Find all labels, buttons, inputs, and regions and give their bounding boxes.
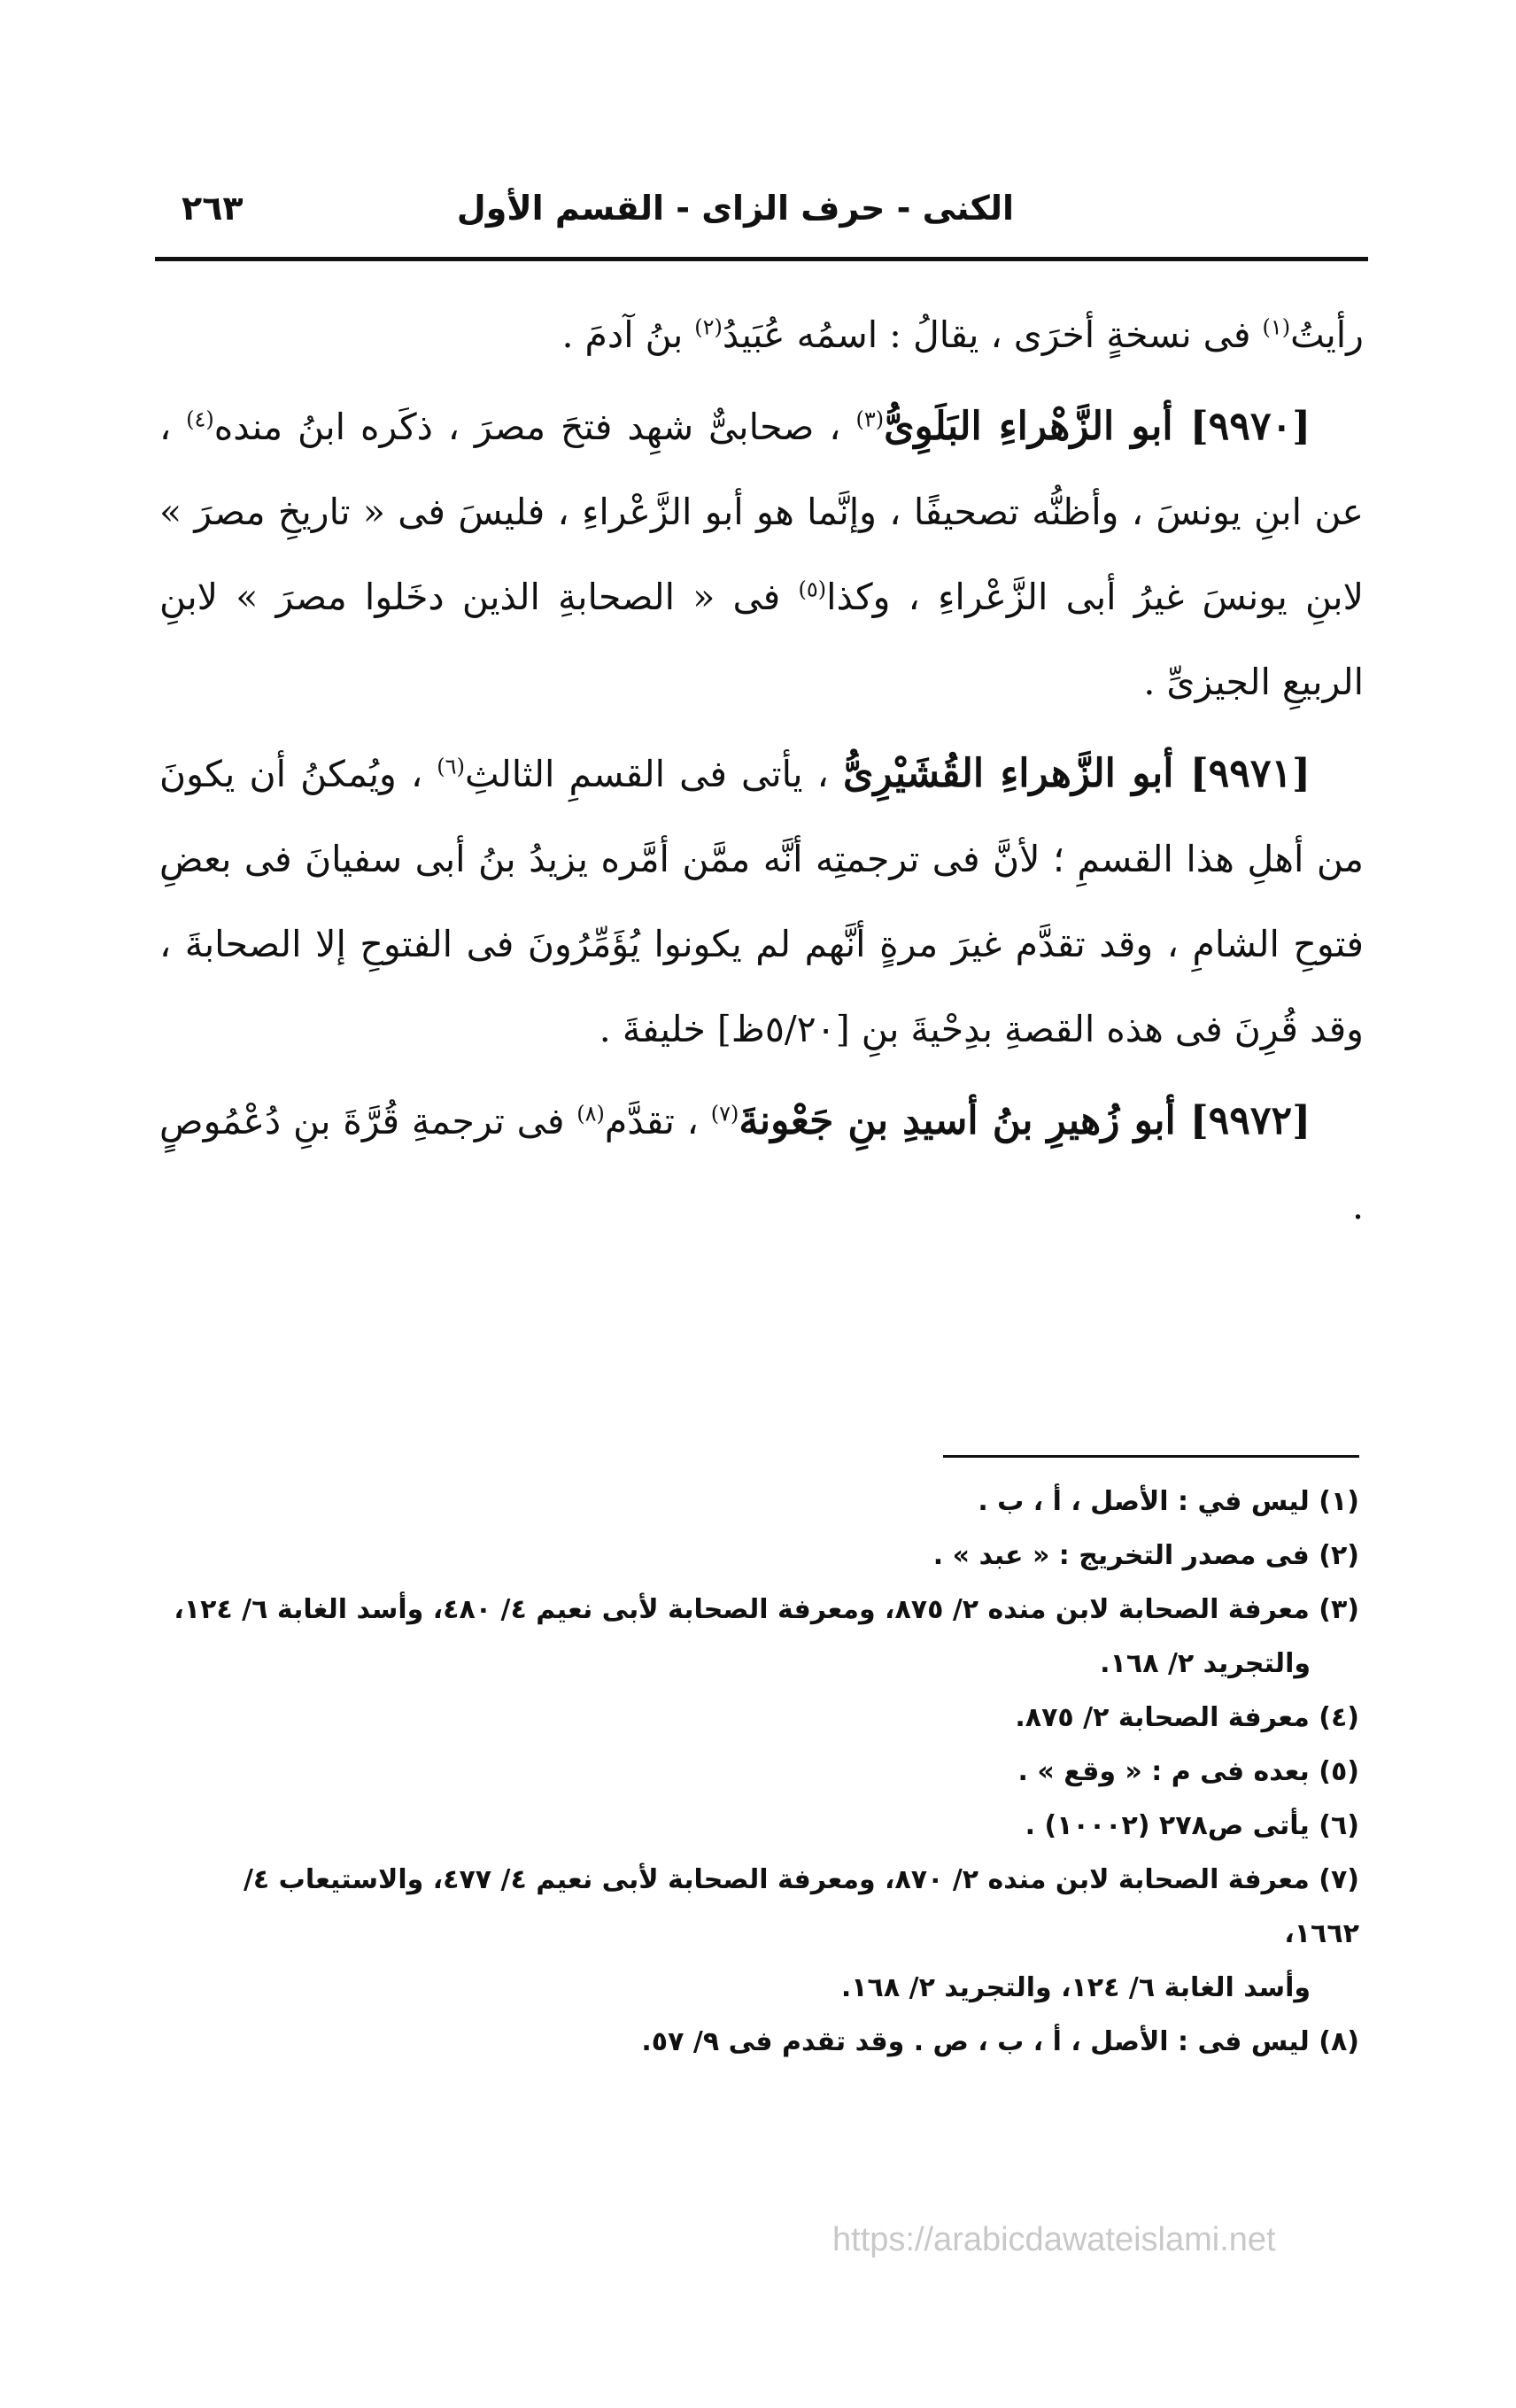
- running-header: [155, 182, 1368, 244]
- entry-9970: [159, 384, 1364, 724]
- footnote-text: (٨) ليس فى : الأصل ، أ ، ب ، ص . وقد تقدم فى ٩/ ٥٧.: [641, 2026, 1359, 2057]
- footnote-text: (١) ليس في : الأصل ، أ ، ب .: [978, 1486, 1359, 1517]
- paragraph-continuation: [159, 292, 1364, 377]
- footnote-text: (٦) يأتى ص٢٧٨ (١٠٠٠٢) .: [1025, 1810, 1359, 1841]
- footnote: [159, 2015, 1359, 2069]
- footnote-ref: (٣): [855, 406, 885, 432]
- footnote-text: (٧) معرفة الصحابة لابن منده ٢/ ٨٧٠، ومعرفة الصحابة لأبى نعيم ٤/ ٤٧٧، والاستيعاب ٤/ ١٦٦٢،: [243, 1864, 1359, 1949]
- footnote-ref: (٧): [710, 1101, 739, 1127]
- text-span: فى ترجمةِ قُرَّةَ بنِ دُعْمُوصٍ .: [159, 1100, 1364, 1227]
- text-span: ، يأتى فى القسمِ الثالثِ: [464, 753, 843, 795]
- text-span: بنُ آدمَ .: [561, 314, 695, 356]
- footnote: [159, 1529, 1359, 1583]
- footnote-text: (٤) معرفة الصحابة ٢/ ٨٧٥.: [1015, 1702, 1359, 1733]
- footnote-ref: (٦): [437, 754, 465, 779]
- footnote-text: (٥) بعده فى م : « وقع » .: [1017, 1756, 1359, 1787]
- entry-heading: [٩٩٧٠] أبو الزَّهْراءِ البَلَوِىُّ: [884, 404, 1311, 449]
- footnote: [159, 1745, 1359, 1799]
- footnote-continuation: والتجريد ٢/ ١٦٨.: [1100, 1648, 1311, 1679]
- footnote-ref: (٨): [576, 1101, 605, 1127]
- text-span: ، صحابىٌّ شهِد فتحَ مصرَ ، ذكَره ابنُ منده: [213, 406, 856, 448]
- footnote-ref: (٢): [694, 314, 723, 340]
- text-span: رأيتُ: [1290, 314, 1364, 356]
- footnote: [159, 1853, 1359, 2015]
- footnote: [159, 1799, 1359, 1853]
- page-number: ٢٦٣: [182, 189, 244, 228]
- footnote: [159, 1475, 1359, 1529]
- entry-9972: [159, 1079, 1364, 1249]
- footnote-ref: (١): [1262, 314, 1291, 340]
- entry-heading: [٩٩٧٢] أبو زُهيرِ بنُ أسيدِ بنِ جَعْونةَ: [739, 1098, 1311, 1143]
- watermark-url: https://arabicdawateislami.net: [832, 2221, 1276, 2258]
- text-span: ، عن ابنِ يونسَ ، وأظنُّه تصحيفًا ، وإنَّما هو أبو الزَّعْراءِ ، فليسَ فى « تاريخِ مصرَ » لابنِ يونسَ غيرُ أبى الزَّعْراءِ ، وكذا: [159, 406, 1364, 618]
- text-span: فى « الصحابةِ الذين دخَلوا مصرَ » لابنِ الربيعِ الجيزىِّ .: [159, 576, 1364, 703]
- entry-9971: [159, 732, 1364, 1072]
- footnote: [159, 1583, 1359, 1691]
- footnote-text: (٣) معرفة الصحابة لابن منده ٢/ ٨٧٥، ومعرفة الصحابة لأبى نعيم ٤/ ٤٨٠، وأسد الغابة ٦/ ١٢٤،: [174, 1594, 1359, 1625]
- text-span: ، ويُمكنُ أن يكونَ من أهلِ هذا القسمِ ؛ لأنَّ فى ترجمتِه أنَّه ممَّن أمَّره يزيدُ بنُ أبى سفيانَ فى بعضِ فتوحِ الشامِ ، وقد تقدَّم غيرَ مرةٍ أنَّهم لم يكونوا يُؤَمِّرُونَ فى الفتوحِ إلا الصحابةَ ، وقد قُرِنَ فى هذه القصةِ بدِحْيةَ بنِ [٥/٢٠ظ] خليفةَ .: [159, 753, 1364, 1050]
- footnote: [159, 1691, 1359, 1745]
- footnote-text: (٢) فى مصدر التخريج : « عبد » .: [932, 1540, 1359, 1571]
- footnote-ref: (٥): [798, 577, 827, 602]
- header-title: الكنى - حرف الزاى - القسم الأول: [456, 189, 1014, 228]
- entry-heading: [٩٩٧١] أبو الزَّهراءِ القُشَيْرِىُّ: [842, 751, 1311, 796]
- text-span: فى نسخةٍ أخرَى ، يقالُ : اسمُه عُبَيدُ: [722, 314, 1263, 356]
- footnotes: [159, 1475, 1359, 2069]
- text-span: ، تقدَّم: [604, 1100, 711, 1142]
- main-text: [159, 292, 1364, 1256]
- footnote-ref: (٤): [186, 406, 214, 432]
- footnote-divider: [943, 1455, 1359, 1458]
- header-divider: [155, 257, 1368, 261]
- footnote-continuation: وأسد الغابة ٦/ ١٢٤، والتجريد ٢/ ١٦٨.: [840, 1972, 1311, 2003]
